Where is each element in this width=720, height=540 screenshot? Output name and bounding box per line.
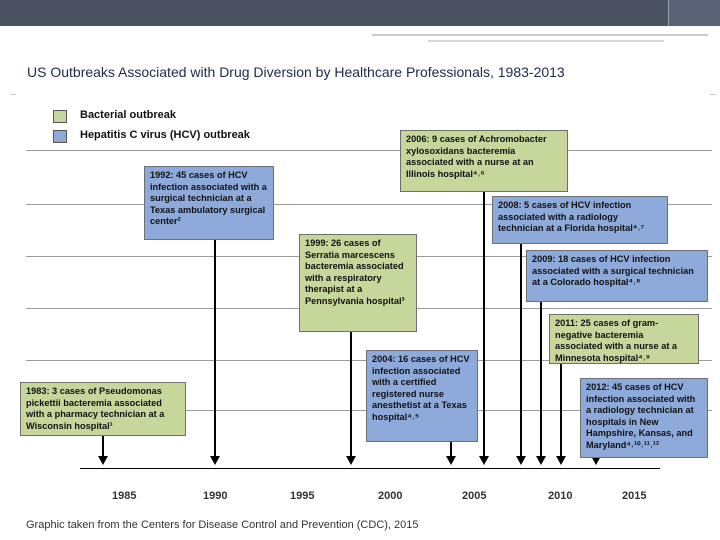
year-tick-2005: 2005 [462,490,487,502]
figure-corner-mark [10,94,16,95]
event-text-2009: 2009: 18 cases of HCV infection associated with a surgical technician at a Colorado hospital⁴˒⁸ [532,254,694,288]
arrowhead-2011 [556,456,566,465]
arrowhead-2004 [446,456,456,465]
slide-title: US Outbreaks Associated with Drug Diversion by Healthcare Professionals, 1983-2013 [27,64,565,80]
legend-label-bacterial: Bacterial outbreak [80,109,176,121]
event-box-2006 [400,130,568,192]
year-tick-2015: 2015 [622,490,647,502]
event-text-1983: 1983: 3 cases of Pseudomonas pickettii bacteremia associated with a pharmacy technician at a Wisconsin hospital¹ [26,386,165,431]
year-tick-2000: 2000 [378,490,403,502]
arrowhead-1983 [98,456,108,465]
event-text-2011: 2011: 25 cases of gram-negative bacteremia associated with a nurse at a Minnesota hospital⁴˒⁹ [555,318,678,363]
event-box-2012 [580,378,708,458]
drop-line-2009 [540,302,542,458]
event-text-2006: 2006: 9 cases of Achromobacter xylosoxidans bacteremia associated with a nurse at an Illinois hospital⁴˒⁶ [406,134,547,179]
legend-swatch-bacterial [53,110,67,123]
figure-corner-mark [710,94,716,95]
legend-label-hcv: Hepatitis C virus (HCV) outbreak [80,129,250,141]
event-text-2012: 2012: 45 cases of HCV infection associated with a radiology technician at hospitals in New Hampshire, Kansas, and Maryland⁴˒¹⁰˒¹¹˒¹² [586,382,696,450]
event-text-2008: 2008: 5 cases of HCV infection associated with a radiology technician at a Florida hospital⁴˒⁷ [498,200,645,234]
event-box-2004 [366,350,478,442]
arrowhead-1999 [346,456,356,465]
year-tick-2010: 2010 [548,490,573,502]
event-box-1999 [299,234,417,332]
arrowhead-2009 [536,456,546,465]
drop-line-1999 [350,332,352,458]
title-bar-decoration [0,0,720,26]
event-box-2011 [549,314,699,364]
event-box-1992 [144,166,274,240]
arrowhead-2006 [479,456,489,465]
drop-line-2006 [483,192,485,458]
drop-line-1983 [102,436,104,458]
event-box-2009 [526,250,708,302]
event-text-1999: 1999: 26 cases of Serratia marcescens bacteremia associated with a respiratory therapist at a Pennsylvania hospital³ [305,238,405,306]
event-box-1983 [20,382,186,436]
drop-line-2008 [520,244,522,458]
year-tick-1985: 1985 [112,490,137,502]
drop-line-2011 [560,364,562,458]
year-tick-1995: 1995 [290,490,315,502]
arrowhead-2008 [516,456,526,465]
guide-line [26,150,712,151]
timeline-figure [10,92,716,512]
drop-line-1992 [214,240,216,458]
event-text-1992: 1992: 45 cases of HCV infection associated with a surgical technician at a Texas ambulatory surgical center² [150,170,267,227]
year-tick-1990: 1990 [203,490,228,502]
source-caption: Graphic taken from the Centers for Disease Control and Prevention (CDC), 2015 [26,519,419,531]
event-text-2004: 2004: 16 cases of HCV infection associated with a certified registered nurse anesthetist at a Texas hospital⁴˒⁵ [372,354,470,422]
decorative-rule [428,40,664,42]
title-bar-corner-decoration [668,0,720,26]
event-box-2008 [492,196,668,244]
timeline-axis [80,468,660,469]
legend-swatch-hcv [53,130,67,143]
arrowhead-1992 [210,456,220,465]
decorative-rule [372,34,708,36]
